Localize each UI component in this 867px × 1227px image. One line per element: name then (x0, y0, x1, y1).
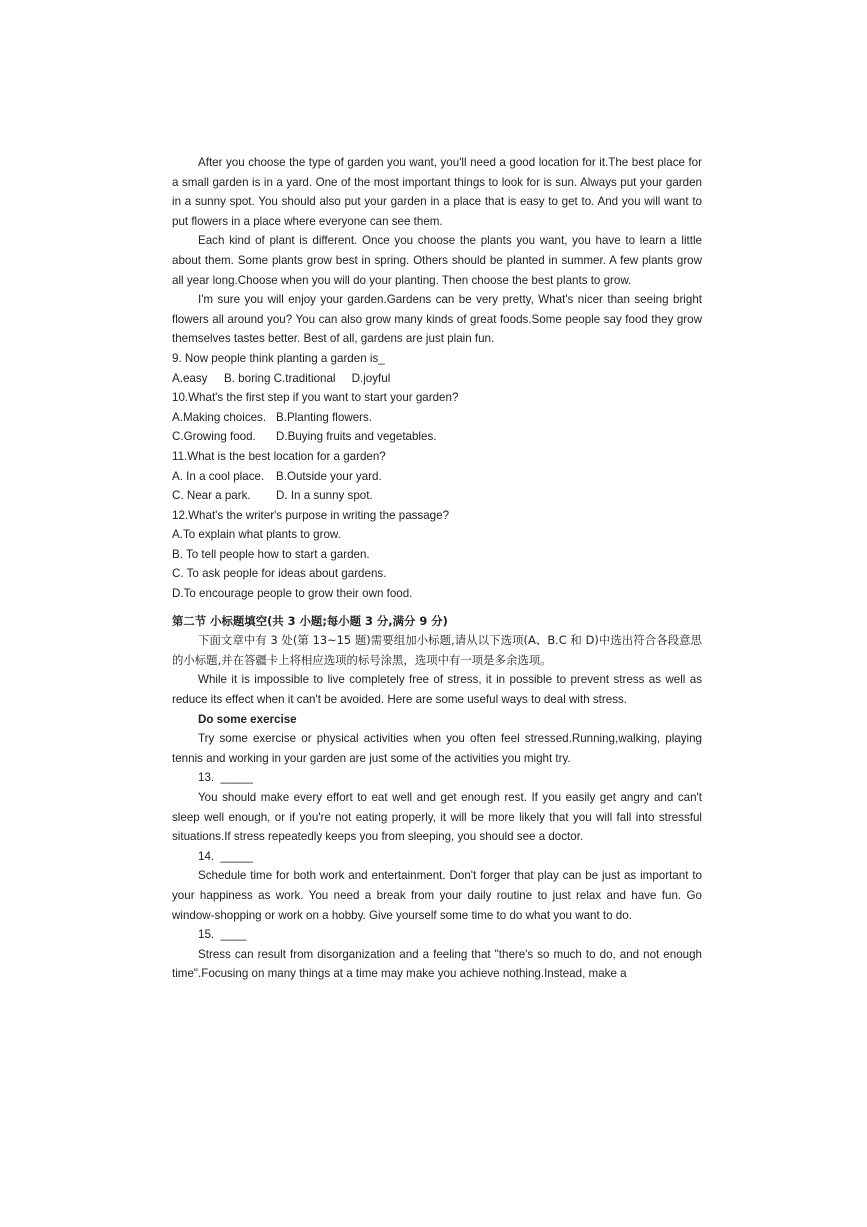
passage-paragraph-2: Each kind of plant is different. Once you choose the plants you want, you have to learn a little about them. Some plants grow best in spring. Others should be planted in summer. A few plants grow all year long.Choose when you will do your planting. Then choose the best plants to grow. (172, 234, 702, 287)
section-2-title: 第二节 小标题填空(共 3 小题;每小题 3 分,满分 9 分) (172, 613, 448, 628)
option-d: D. In a sunny spot. (276, 489, 373, 503)
option-c: C.Growing food. (172, 430, 256, 444)
blank-13: 13. _____ (198, 771, 253, 785)
option-b: B.Planting flowers. (276, 410, 373, 424)
paragraph-14: Schedule time for both work and entertainment. Don't forger that play can be just as important to your happiness as work. You need a break from your daily routine to just relax and have fun. Go window-shopping or work on a hobby. Give yourself some time to do what you want to do. (172, 869, 702, 922)
question-9-options (172, 369, 702, 389)
option-c: C.traditional (273, 371, 336, 385)
question-11-options-ab (172, 467, 702, 487)
paragraph-15: Stress can result from disorganization and a feeling that "there's so much to do, and not enough time".Focusing on many things at a time may make you achieve nothing.Instead, make a (172, 947, 702, 981)
paragraph-13: You should make every effort to eat well and get enough rest. If you easily get angry and can't sleep well enough, or if you're not eating properly, it will be more likely that you will fall into stressful situations.If stress repeatedly keeps you from sleeping, you should see a doctor. (172, 791, 702, 844)
blank-14: 14. _____ (198, 849, 253, 863)
option-b: B. boring (224, 371, 271, 385)
option-a: A.easy (172, 371, 208, 385)
section-2-intro: While it is impossible to live completely free of stress, it in possible to prevent stress as well as reduce its effect when it can't be avoided. Here are some useful ways to deal with stress. (172, 673, 702, 707)
passage-paragraph-1: After you choose the type of garden you want, you'll need a good location for it.The best place for a small garden is in a yard. One of the most important things to look for is sun. Always put your garden in a sunny spot. You should also put your garden in a place that is easy to get to. And you will want to put flowers in a place where everyone can see them. (172, 156, 702, 228)
option-d: D.Buying fruits and vegetables. (276, 430, 437, 444)
question-10-stem: 10.What's the first step if you want to start your garden? (172, 391, 459, 405)
question-12-option-a: A.To explain what plants to grow. (172, 528, 341, 542)
passage-paragraph-3: I'm sure you will enjoy your garden.Gardens can be very pretty, What's nicer than seeing bright flowers all around you? You can also grow many kinds of great foods.Some people say food they grow themselves tastes better. Best of all, gardens are just plain fun. (172, 293, 702, 346)
question-10-options-cd (172, 427, 702, 447)
question-11-options-cd (172, 486, 702, 506)
question-12-option-d: D.To encourage people to grow their own food. (172, 587, 413, 601)
question-12-stem: 12.What's the writer's purpose in writing the passage? (172, 508, 450, 522)
option-c: C. Near a park. (172, 489, 251, 503)
section-2-instructions: 下面文章中有 3 处(第 13~15 题)需要组加小标题,请从以下选项(A、B.C 和 D)中选出符合各段意思的小标题,并在答疆卡上将相应选项的标号涂黑，选项中有一项是多余选项。 (172, 633, 702, 667)
question-10-options-ab (172, 408, 702, 428)
document-content (172, 153, 702, 984)
option-b: B.Outside your yard. (276, 469, 382, 483)
option-a: A.Making choices. (172, 410, 267, 424)
option-a: A. In a cool place. (172, 469, 265, 483)
blank-15: 15. ____ (198, 928, 247, 942)
question-11-stem: 11.What is the best location for a garden? (172, 449, 386, 463)
question-12-option-b: B. To tell people how to start a garden. (172, 547, 370, 561)
option-d: D.joyful (351, 371, 391, 385)
subheading-exercise: Do some exercise (198, 712, 297, 726)
paragraph-exercise: Try some exercise or physical activities when you often feel stressed.Running,walking, playing tennis and working in your garden are just some of the activities you might try. (172, 732, 702, 765)
question-9-stem: 9. Now people think planting a garden is_ (172, 351, 385, 365)
question-12-option-c: C. To ask people for ideas about gardens. (172, 567, 387, 581)
